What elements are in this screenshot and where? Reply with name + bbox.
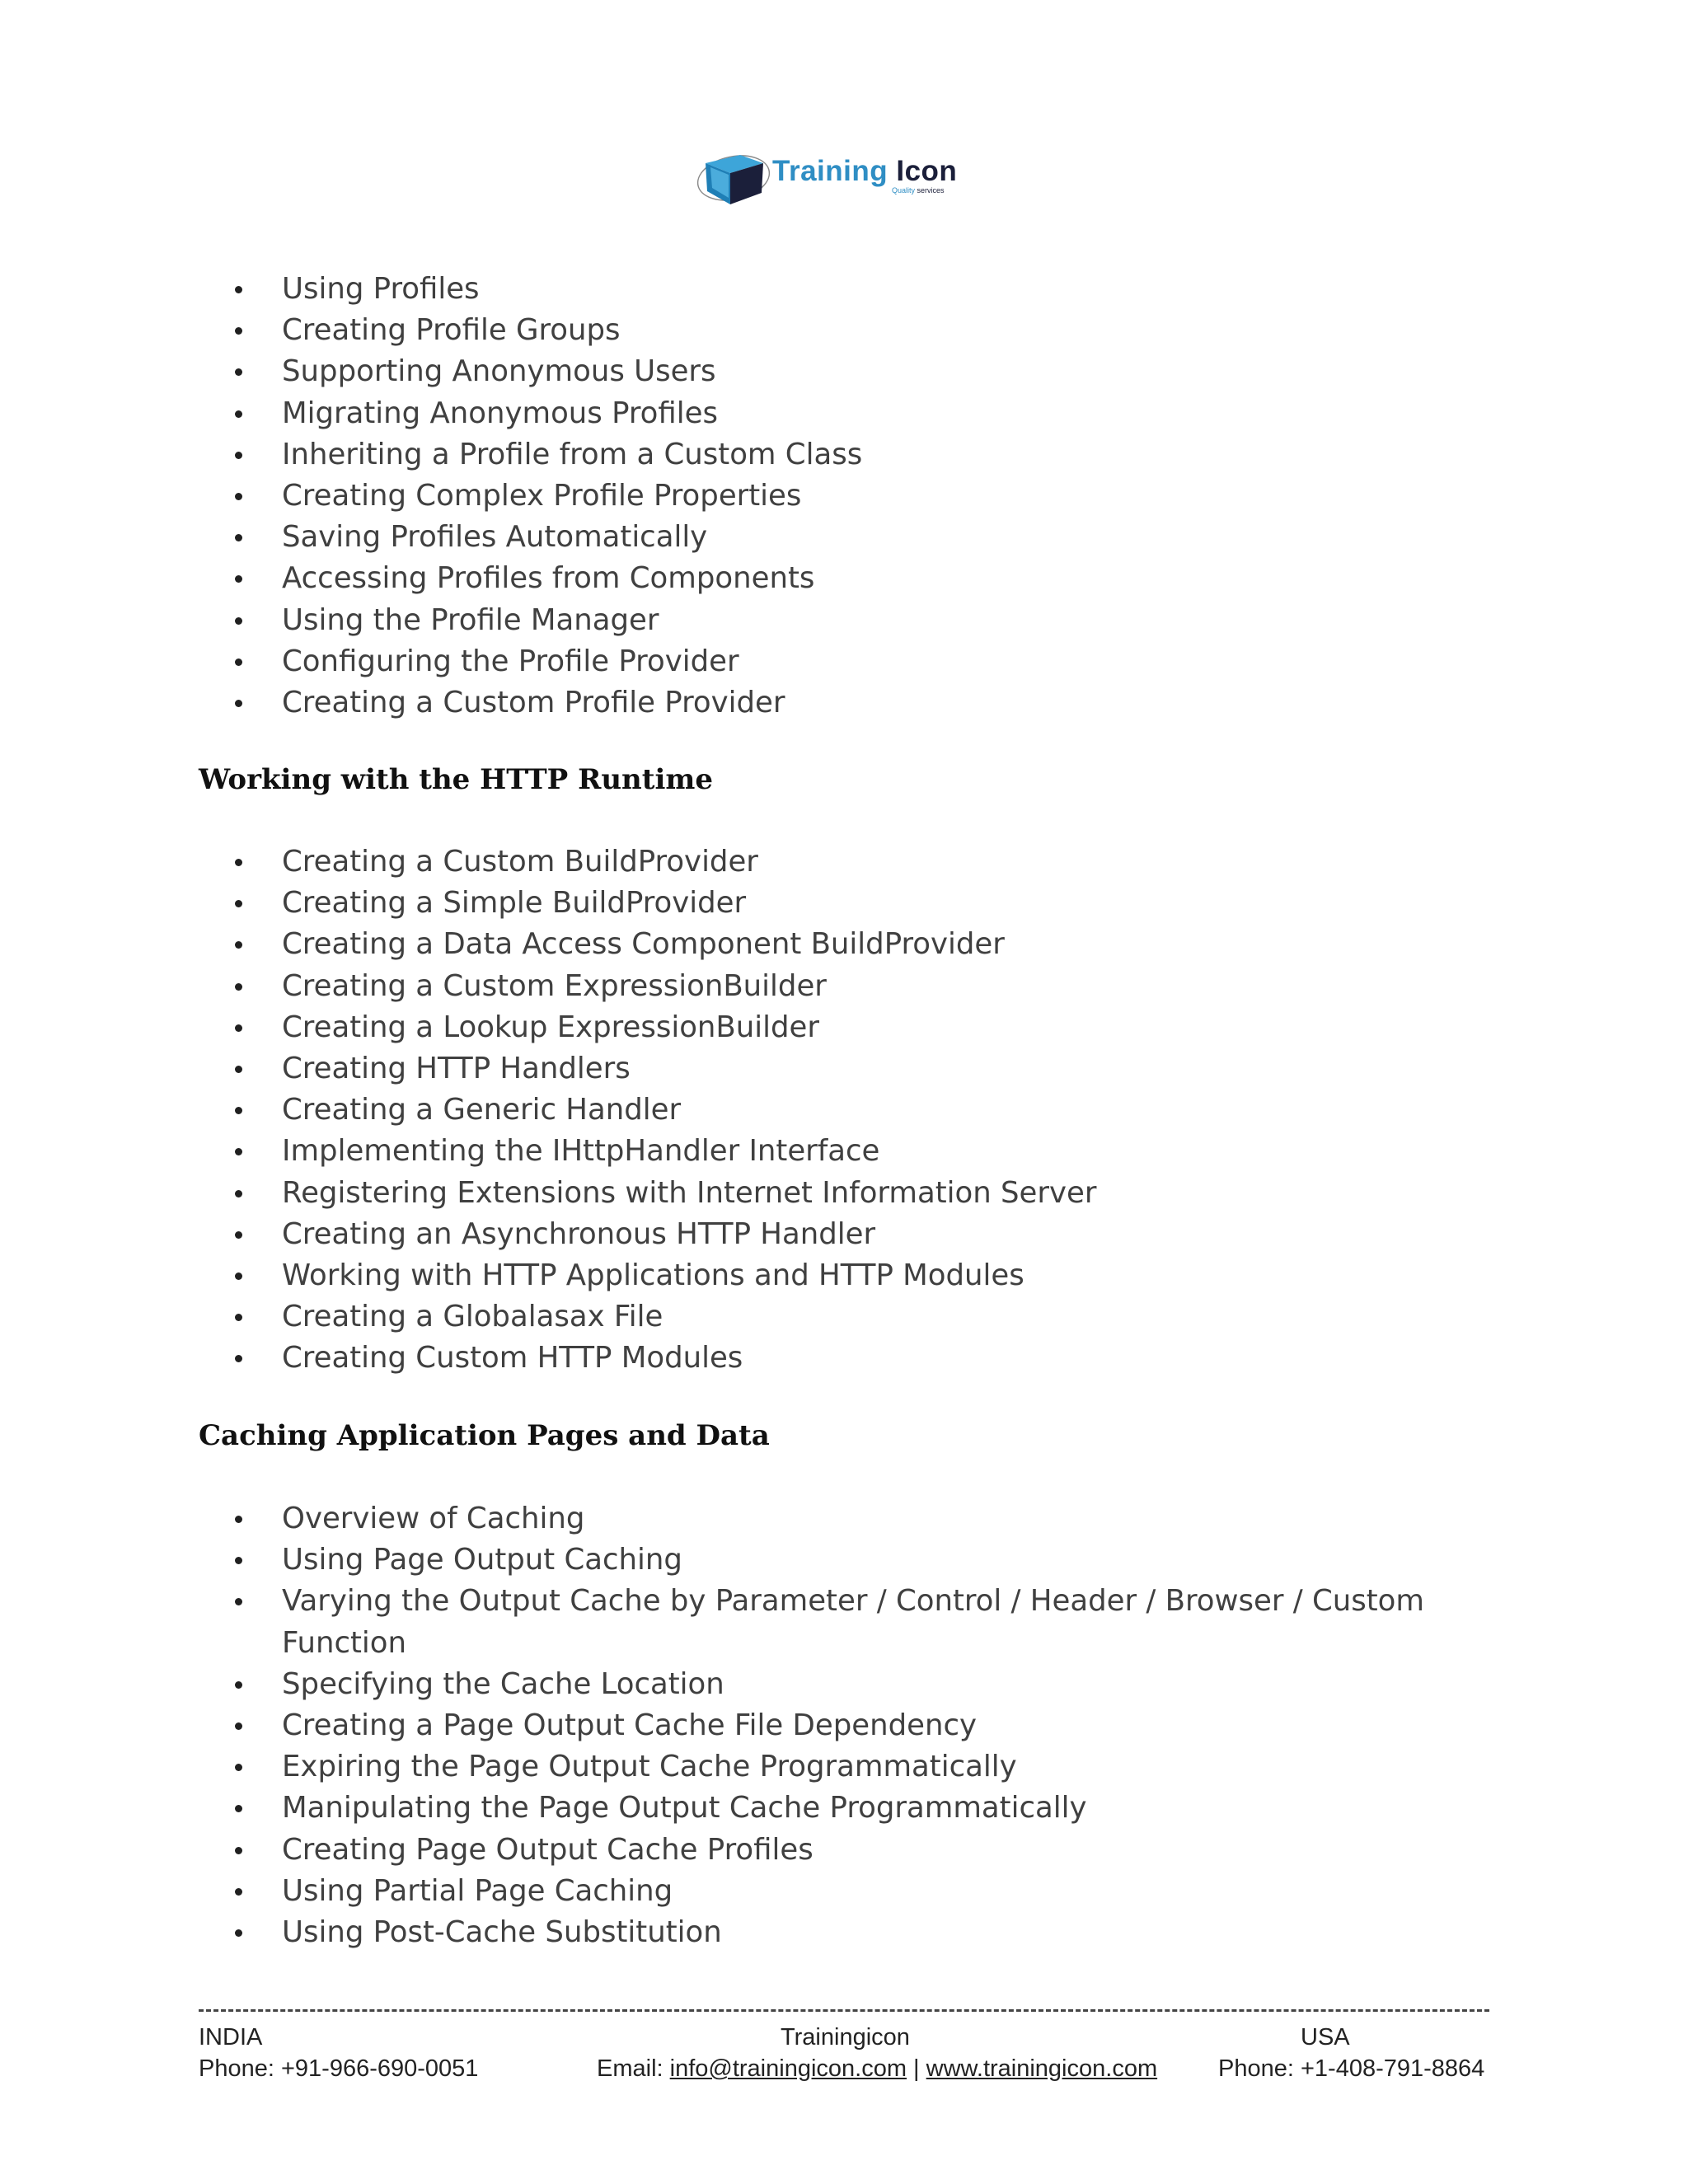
logo-name-accent: Icon bbox=[896, 155, 958, 187]
list-item: Creating a Lookup ExpressionBuilder bbox=[235, 1007, 1502, 1048]
list-item: Using Profiles bbox=[235, 269, 1502, 310]
list-item: Creating HTTP Handlers bbox=[235, 1048, 1502, 1090]
list-item: Overview of Caching bbox=[235, 1498, 1502, 1540]
list-item: Creating Page Output Cache Profiles bbox=[235, 1830, 1502, 1871]
list-item: Configuring the Profile Provider bbox=[235, 641, 1502, 682]
caching-topics-list bbox=[235, 1498, 1502, 1953]
list-item: Inheriting a Profile from a Custom Class bbox=[235, 434, 1502, 476]
list-item: Saving Profiles Automatically bbox=[235, 517, 1502, 558]
profile-topics-list bbox=[235, 269, 1502, 724]
footer-usa-phone: Phone: +1-408-791-8864 bbox=[1218, 2055, 1485, 2082]
footer-company-name: Trainingicon bbox=[781, 2024, 910, 2050]
list-item: Creating a Simple BuildProvider bbox=[235, 883, 1502, 924]
list-item: Creating Custom HTTP Modules bbox=[235, 1338, 1502, 1379]
list-item: Specifying the Cache Location bbox=[235, 1664, 1502, 1705]
footer-usa-label: USA bbox=[1301, 2024, 1350, 2050]
footer-india-label: INDIA bbox=[199, 2024, 263, 2050]
list-item: Migrating Anonymous Profiles bbox=[235, 393, 1502, 434]
section-heading-http-runtime: Working with the HTTP Runtime bbox=[199, 763, 713, 796]
footer-separator: | bbox=[907, 2055, 926, 2082]
list-item: Using Page Output Caching bbox=[235, 1540, 1502, 1581]
list-item: Creating a Globalasax File bbox=[235, 1296, 1502, 1338]
list-item: Expiring the Page Output Cache Programmatically bbox=[235, 1746, 1502, 1788]
list-item: Creating an Asynchronous HTTP Handler bbox=[235, 1214, 1502, 1255]
list-item: Registering Extensions with Internet Information Server bbox=[235, 1173, 1502, 1214]
list-item: Creating a Custom Profile Provider bbox=[235, 682, 1502, 724]
brand-logo bbox=[694, 140, 974, 213]
cube-logo-icon bbox=[694, 140, 776, 213]
list-item: Creating Profile Groups bbox=[235, 310, 1502, 351]
list-item: Supporting Anonymous Users bbox=[235, 351, 1502, 392]
logo-wordmark bbox=[772, 155, 957, 188]
list-item: Creating a Page Output Cache File Dependency bbox=[235, 1705, 1502, 1746]
http-runtime-topics-list bbox=[235, 841, 1502, 1380]
list-item: Manipulating the Page Output Cache Programmatically bbox=[235, 1788, 1502, 1829]
logo-tagline bbox=[892, 186, 945, 194]
footer-india-phone: Phone: +91-966-690-0051 bbox=[199, 2055, 479, 2082]
list-item: Implementing the IHttpHandler Interface bbox=[235, 1131, 1502, 1172]
section-heading-caching: Caching Application Pages and Data bbox=[199, 1419, 770, 1452]
list-item: Creating Complex Profile Properties bbox=[235, 476, 1502, 517]
list-item: Using Post-Cache Substitution bbox=[235, 1912, 1502, 1953]
list-item: Working with HTTP Applications and HTTP Modules bbox=[235, 1255, 1502, 1296]
logo-tagline-b: services bbox=[917, 186, 945, 194]
footer-website-link[interactable]: www.trainingicon.com bbox=[926, 2055, 1158, 2082]
list-item: Creating a Custom BuildProvider bbox=[235, 841, 1502, 883]
list-item: Varying the Output Cache by Parameter / Control / Header / Browser / Custom Function bbox=[235, 1581, 1502, 1663]
list-item: Accessing Profiles from Components bbox=[235, 558, 1502, 599]
list-item: Creating a Generic Handler bbox=[235, 1090, 1502, 1131]
list-item: Using Partial Page Caching bbox=[235, 1871, 1502, 1912]
list-item: Creating a Custom ExpressionBuilder bbox=[235, 966, 1502, 1007]
footer-email-label: Email: bbox=[597, 2055, 670, 2082]
logo-name: Training bbox=[772, 155, 889, 187]
list-item: Creating a Data Access Component BuildProvider bbox=[235, 924, 1502, 965]
footer-contact-line bbox=[597, 2055, 1157, 2083]
footer-divider bbox=[199, 2009, 1489, 2012]
footer-email-link[interactable]: info@trainingicon.com bbox=[669, 2055, 907, 2082]
list-item: Using the Profile Manager bbox=[235, 600, 1502, 641]
logo-tagline-a: Quality bbox=[892, 186, 916, 194]
